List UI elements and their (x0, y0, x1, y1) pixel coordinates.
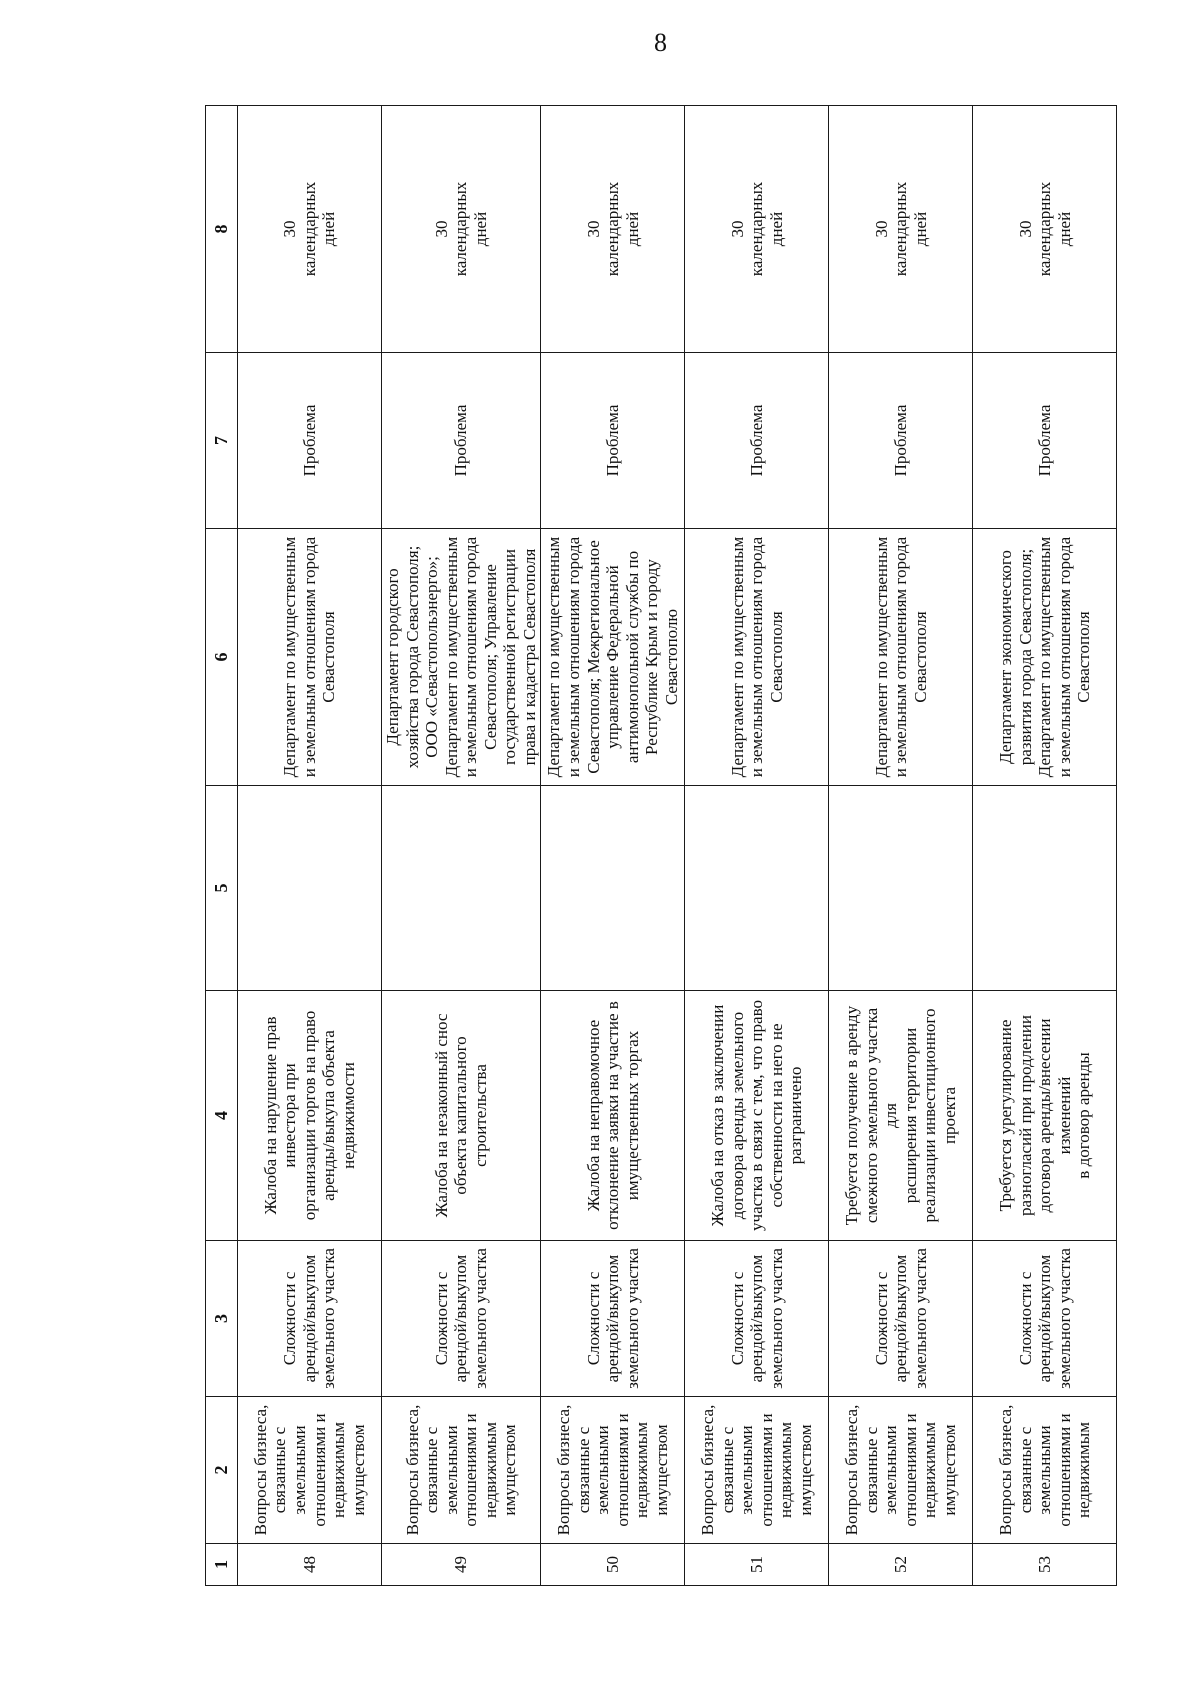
status-cell: Проблема (973, 353, 1117, 529)
header-col-1: 1 (206, 1544, 238, 1586)
description-cell: Жалоба на нарушение прав инвестора при организации торгов на право аренды/выкупа объекта недвижимости (238, 991, 382, 1241)
row-number: 52 (829, 1544, 973, 1586)
description-cell: Требуется получение в аренду смежного земельного участка для расширения территории реализации инвестиционного проекта (829, 991, 973, 1241)
topic-cell: Сложности с арендой/выкупом земельного участка (541, 1241, 685, 1397)
row-number: 51 (685, 1544, 829, 1586)
rotated-table-wrapper (205, 106, 1101, 1586)
description-cell: Требуется урегулирование разногласий при продлении договора аренды/внесении изменений в договор аренды (973, 991, 1117, 1241)
description-cell: Жалоба на неправомочное отклонение заявки на участие в имущественных торгах (541, 991, 685, 1241)
responsible-cell: Департамент экономического развития города Севастополя; Департамент по имущественным и земельным отношениям города Севастополя (973, 529, 1117, 786)
header-col-8: 8 (206, 106, 238, 353)
description-cell: Жалоба на отказ в заключении договора аренды земельного участка в связи с тем, что право собственности на него не разграничено (685, 991, 829, 1241)
status-cell: Проблема (382, 353, 541, 529)
col5-cell (238, 786, 382, 991)
status-cell: Проблема (829, 353, 973, 529)
header-col-6: 6 (206, 529, 238, 786)
category-cell: Вопросы бизнеса, связанные с земельными отношениями и недвижимым имуществом (382, 1397, 541, 1544)
table-row (973, 106, 1117, 1586)
topic-cell: Сложности с арендой/выкупом земельного участка (829, 1241, 973, 1397)
responsible-cell: Департамент по имущественным и земельным отношениям города Севастополя (829, 529, 973, 786)
category-cell: Вопросы бизнеса, связанные с земельными отношениями и недвижимым имуществом (685, 1397, 829, 1544)
table-row (541, 106, 685, 1586)
header-col-7: 7 (206, 353, 238, 529)
deadline-cell: 30 календарных дней (541, 106, 685, 353)
responsible-cell: Департамент городского хозяйства города Севастополя; ООО «Севастопольэнерго»; Департамент по имущественным и земельным отношениям города Севастополя; Управление государственной регистрации права и кадастра Севастополя (382, 529, 541, 786)
category-cell: Вопросы бизнеса, связанные с земельными отношениями и недвижимым имуществом (238, 1397, 382, 1544)
col5-cell (829, 786, 973, 991)
description-cell: Жалоба на незаконный снос объекта капитального строительства (382, 991, 541, 1241)
header-col-5: 5 (206, 786, 238, 991)
header-col-3: 3 (206, 1241, 238, 1397)
row-number: 53 (973, 1544, 1117, 1586)
deadline-cell: 30 календарных дней (238, 106, 382, 353)
table-header-row (206, 106, 238, 1586)
status-cell: Проблема (685, 353, 829, 529)
deadline-cell: 30 календарных дней (382, 106, 541, 353)
header-col-2: 2 (206, 1397, 238, 1544)
col5-cell (973, 786, 1117, 991)
status-cell: Проблема (238, 353, 382, 529)
deadline-cell: 30 календарных дней (829, 106, 973, 353)
status-cell: Проблема (541, 353, 685, 529)
issues-table (205, 105, 1117, 1586)
col5-cell (685, 786, 829, 991)
topic-cell: Сложности с арендой/выкупом земельного участка (685, 1241, 829, 1397)
topic-cell: Сложности с арендой/выкупом земельного участка (238, 1241, 382, 1397)
responsible-cell: Департамент по имущественным и земельным отношениям города Севастополя (238, 529, 382, 786)
deadline-cell: 30 календарных дней (685, 106, 829, 353)
table-row (382, 106, 541, 1586)
table-row (685, 106, 829, 1586)
row-number: 48 (238, 1544, 382, 1586)
header-col-4: 4 (206, 991, 238, 1241)
table-row (238, 106, 382, 1586)
table-row (829, 106, 973, 1586)
responsible-cell: Департамент по имущественным и земельным отношениям города Севастополя (685, 529, 829, 786)
page-number: 8 (654, 28, 667, 57)
responsible-cell: Департамент по имущественным и земельным отношениям города Севастополя; Межрегиональное управление Федеральной антимонопольной службы по Республике Крым и городу Севастополю (541, 529, 685, 786)
col5-cell (382, 786, 541, 991)
deadline-cell: 30 календарных дней (973, 106, 1117, 353)
col5-cell (541, 786, 685, 991)
category-cell: Вопросы бизнеса, связанные с земельными отношениями и недвижимым (973, 1397, 1117, 1544)
category-cell: Вопросы бизнеса, связанные с земельными отношениями и недвижимым имуществом (541, 1397, 685, 1544)
row-number: 50 (541, 1544, 685, 1586)
row-number: 49 (382, 1544, 541, 1586)
topic-cell: Сложности с арендой/выкупом земельного участка (973, 1241, 1117, 1397)
category-cell: Вопросы бизнеса, связанные с земельными отношениями и недвижимым имуществом (829, 1397, 973, 1544)
topic-cell: Сложности с арендой/выкупом земельного участка (382, 1241, 541, 1397)
